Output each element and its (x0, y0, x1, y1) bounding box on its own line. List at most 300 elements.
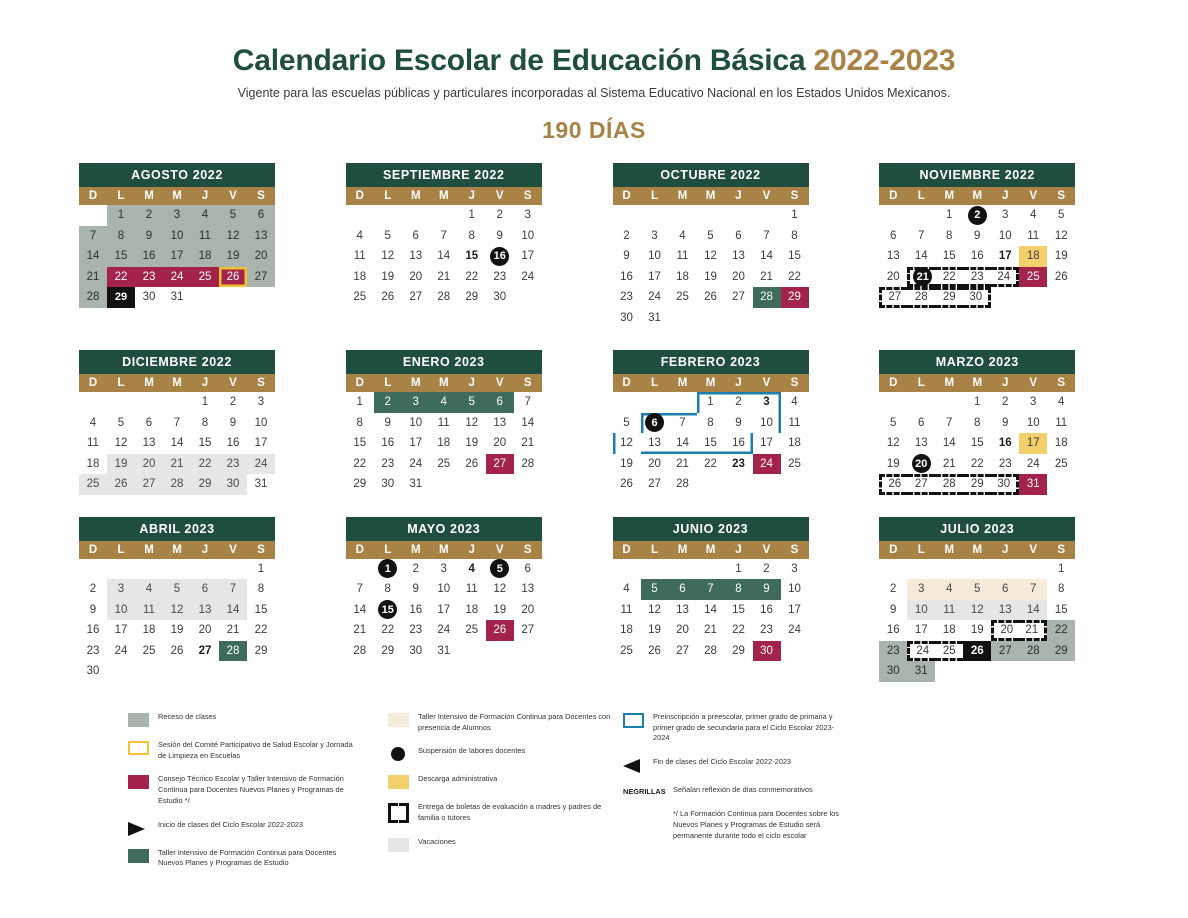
day-cell[interactable]: 2 (623, 229, 630, 242)
day-cell[interactable]: 17 (648, 270, 661, 283)
day-cell[interactable]: 3 (907, 579, 935, 600)
day-cell[interactable]: 27 (486, 454, 514, 475)
day-cell[interactable]: 4 (791, 396, 798, 409)
day-cell[interactable]: 4 (135, 579, 163, 600)
day-cell[interactable]: 1 (974, 396, 981, 409)
day-cell[interactable]: 16 (620, 270, 633, 283)
day-cell[interactable]: 10 (788, 583, 801, 596)
day-cell[interactable]: 12 (613, 433, 641, 454)
day-cell[interactable]: 10 (648, 250, 661, 263)
day-cell[interactable]: 12 (381, 250, 395, 263)
day-cell[interactable]: 29 (935, 287, 963, 308)
day-cell[interactable]: 7 (524, 396, 531, 409)
day-cell[interactable]: 16 (998, 437, 1012, 450)
day-cell[interactable]: 12 (886, 437, 900, 450)
day-cell[interactable]: 27 (198, 644, 212, 657)
day-cell[interactable]: 6 (247, 205, 275, 226)
day-cell[interactable]: 13 (493, 416, 507, 429)
day-cell[interactable]: 23 (219, 454, 247, 475)
day-cell[interactable]: 18 (142, 624, 156, 637)
day-cell[interactable]: 23 (963, 267, 991, 288)
day-cell[interactable]: 1 (791, 209, 798, 222)
day-cell[interactable]: 2 (374, 392, 402, 413)
day-cell[interactable]: 9 (384, 416, 391, 429)
day-cell[interactable]: 22 (254, 624, 268, 637)
day-cell[interactable] (963, 205, 991, 226)
day-cell[interactable]: 18 (942, 624, 956, 637)
day-cell[interactable] (107, 287, 135, 308)
day-cell[interactable]: 10 (409, 416, 423, 429)
day-cell[interactable]: 21 (163, 454, 191, 475)
day-cell[interactable]: 13 (191, 600, 219, 621)
day-cell[interactable]: 13 (886, 250, 900, 263)
day-cell[interactable]: 26 (1054, 270, 1068, 283)
day-cell[interactable]: 18 (465, 603, 479, 616)
day-cell[interactable]: 30 (409, 644, 423, 657)
day-cell[interactable]: 18 (191, 246, 219, 267)
day-cell[interactable]: 5 (163, 579, 191, 600)
day-cell[interactable]: 23 (620, 291, 633, 304)
day-cell[interactable]: 1 (697, 392, 725, 413)
day-cell[interactable]: 20 (521, 603, 535, 616)
day-cell[interactable]: 2 (412, 562, 419, 575)
day-cell[interactable]: 15 (465, 250, 479, 263)
day-cell[interactable]: 15 (1054, 603, 1068, 616)
day-cell[interactable]: 15 (942, 250, 956, 263)
day-cell[interactable]: 4 (89, 416, 97, 429)
day-cell[interactable]: 22 (704, 457, 717, 470)
day-cell[interactable]: 14 (760, 250, 773, 263)
day-cell[interactable]: 4 (468, 562, 475, 575)
day-cell[interactable]: 11 (788, 416, 801, 429)
day-cell[interactable]: 2 (89, 583, 97, 596)
day-cell[interactable]: 14 (942, 437, 956, 450)
day-cell[interactable]: 4 (679, 229, 686, 242)
day-cell[interactable]: 3 (651, 229, 658, 242)
day-cell[interactable]: 23 (381, 457, 395, 470)
day-cell[interactable]: 14 (914, 250, 928, 263)
day-cell[interactable]: 24 (991, 267, 1019, 288)
day-cell[interactable]: 27 (732, 291, 745, 304)
day-cell[interactable]: 2 (496, 209, 503, 222)
day-cell[interactable]: 11 (1027, 229, 1040, 242)
day-cell[interactable]: 14 (79, 246, 107, 267)
day-cell[interactable]: 20 (648, 457, 661, 470)
day-cell[interactable]: 31 (1019, 474, 1047, 495)
day-cell[interactable]: 2 (135, 205, 163, 226)
day-cell[interactable]: 20 (732, 270, 745, 283)
day-cell[interactable]: 8 (1058, 583, 1065, 596)
day-cell[interactable]: 18 (1019, 246, 1047, 267)
day-cell[interactable]: 12 (648, 603, 661, 616)
day-cell[interactable]: 21 (942, 457, 956, 470)
day-cell[interactable]: 26 (381, 291, 395, 304)
day-cell[interactable]: 2 (890, 583, 897, 596)
day-cell[interactable]: 29 (1047, 641, 1075, 662)
day-cell[interactable]: 11 (353, 250, 366, 263)
day-cell[interactable]: 6 (991, 579, 1019, 600)
day-cell[interactable]: 19 (465, 437, 479, 450)
day-cell[interactable]: 4 (356, 229, 363, 242)
day-cell[interactable]: 7 (763, 229, 770, 242)
day-cell[interactable]: 6 (890, 229, 897, 242)
day-cell[interactable]: 17 (788, 603, 801, 616)
day-cell[interactable]: 25 (1019, 267, 1047, 288)
day-cell[interactable]: 8 (107, 226, 135, 247)
day-cell[interactable]: 13 (991, 600, 1019, 621)
day-cell[interactable]: 20 (493, 437, 507, 450)
day-cell[interactable]: 28 (437, 291, 451, 304)
day-cell[interactable]: 1 (735, 562, 742, 575)
day-cell[interactable]: 3 (524, 209, 531, 222)
day-cell[interactable]: 6 (735, 229, 742, 242)
day-cell[interactable]: 27 (409, 291, 423, 304)
day-cell[interactable]: 24 (753, 454, 781, 475)
day-cell[interactable] (907, 454, 935, 475)
day-cell[interactable]: 9 (974, 229, 981, 242)
day-cell[interactable]: 23 (135, 267, 163, 288)
day-cell[interactable]: 11 (620, 603, 633, 616)
day-cell[interactable]: 23 (879, 641, 907, 662)
day-cell[interactable]: 17 (521, 250, 535, 263)
day-cell[interactable]: 22 (191, 454, 219, 475)
day-cell[interactable]: 25 (353, 291, 367, 304)
day-cell[interactable]: 30 (381, 478, 395, 491)
day-cell[interactable]: 6 (486, 392, 514, 413)
day-cell[interactable]: 5 (1058, 209, 1065, 222)
day-cell[interactable]: 8 (384, 583, 391, 596)
day-cell[interactable]: 19 (381, 270, 395, 283)
day-cell[interactable]: 24 (648, 291, 661, 304)
day-cell[interactable]: 16 (970, 250, 984, 263)
day-cell[interactable]: 11 (676, 250, 689, 263)
day-cell[interactable]: 23 (493, 270, 507, 283)
day-cell[interactable]: 8 (791, 229, 798, 242)
day-cell[interactable]: 24 (788, 624, 801, 637)
day-cell[interactable]: 2 (1002, 396, 1009, 409)
day-cell[interactable]: 19 (493, 603, 507, 616)
day-cell[interactable]: 27 (676, 644, 689, 657)
day-cell[interactable]: 5 (458, 392, 486, 413)
day-cell[interactable]: 5 (117, 416, 125, 429)
day-cell[interactable]: 26 (620, 478, 633, 491)
day-cell[interactable]: 17 (914, 624, 928, 637)
day-cell[interactable]: 7 (1019, 579, 1047, 600)
day-cell[interactable]: 21 (1019, 620, 1047, 641)
day-cell[interactable]: 29 (465, 291, 479, 304)
day-cell[interactable]: 31 (254, 478, 268, 491)
day-cell[interactable]: 28 (704, 644, 717, 657)
day-cell[interactable]: 22 (970, 457, 984, 470)
day-cell[interactable]: 15 (107, 246, 135, 267)
day-cell[interactable]: 29 (254, 644, 268, 657)
day-cell[interactable]: 20 (198, 624, 212, 637)
day-cell[interactable] (486, 246, 514, 267)
day-cell[interactable]: 17 (998, 250, 1012, 263)
day-cell[interactable]: 19 (620, 457, 633, 470)
day-cell[interactable]: 23 (86, 644, 100, 657)
day-cell[interactable]: 3 (163, 205, 191, 226)
day-cell[interactable]: 11 (1055, 416, 1068, 429)
day-cell[interactable]: 9 (412, 583, 419, 596)
day-cell[interactable]: 5 (219, 205, 247, 226)
day-cell[interactable]: 13 (732, 250, 745, 263)
day-cell[interactable] (374, 600, 402, 621)
day-cell[interactable]: 30 (142, 291, 156, 304)
day-cell[interactable]: 21 (521, 437, 535, 450)
day-cell[interactable]: 30 (963, 287, 991, 308)
day-cell[interactable]: 31 (907, 661, 935, 682)
day-cell[interactable]: 13 (641, 433, 669, 454)
day-cell[interactable]: 28 (79, 287, 107, 308)
day-cell[interactable]: 17 (163, 246, 191, 267)
day-cell[interactable]: 20 (886, 270, 900, 283)
day-cell[interactable]: 1 (201, 396, 209, 409)
day-cell[interactable]: 5 (963, 579, 991, 600)
day-cell[interactable]: 24 (247, 454, 275, 475)
day-cell[interactable]: 12 (163, 600, 191, 621)
day-cell[interactable] (907, 267, 935, 288)
day-cell[interactable]: 28 (163, 474, 191, 495)
day-cell[interactable]: 9 (753, 579, 781, 600)
day-cell[interactable]: 3 (753, 392, 781, 413)
day-cell[interactable]: 24 (163, 267, 191, 288)
day-cell[interactable]: 14 (1019, 600, 1047, 621)
day-cell[interactable]: 26 (879, 474, 907, 495)
day-cell[interactable]: 27 (135, 474, 163, 495)
day-cell[interactable]: 25 (788, 457, 801, 470)
day-cell[interactable]: 28 (935, 474, 963, 495)
day-cell[interactable]: 17 (1019, 433, 1047, 454)
day-cell[interactable]: 14 (669, 433, 697, 454)
day-cell[interactable]: 18 (86, 457, 100, 470)
day-cell[interactable]: 3 (402, 392, 430, 413)
day-cell[interactable]: 27 (648, 478, 661, 491)
day-cell[interactable]: 2 (763, 562, 770, 575)
day-cell[interactable]: 12 (219, 226, 247, 247)
day-cell[interactable]: 26 (107, 474, 135, 495)
day-cell[interactable]: 19 (107, 454, 135, 475)
day-cell[interactable]: 23 (732, 457, 745, 470)
day-cell[interactable]: 1 (1058, 562, 1065, 575)
day-cell[interactable]: 22 (788, 270, 801, 283)
day-cell[interactable]: 8 (974, 416, 981, 429)
day-cell[interactable]: 29 (191, 474, 219, 495)
day-cell[interactable]: 7 (697, 579, 725, 600)
day-cell[interactable]: 22 (107, 267, 135, 288)
day-cell[interactable]: 9 (229, 416, 237, 429)
day-cell[interactable]: 20 (247, 246, 275, 267)
day-cell[interactable]: 18 (353, 270, 367, 283)
day-cell[interactable]: 22 (353, 457, 367, 470)
day-cell[interactable]: 28 (907, 287, 935, 308)
day-cell[interactable]: 15 (697, 433, 725, 454)
day-cell[interactable]: 7 (356, 583, 363, 596)
day-cell[interactable]: 16 (135, 246, 163, 267)
day-cell[interactable]: 15 (353, 437, 367, 450)
day-cell[interactable]: 11 (87, 437, 99, 450)
day-cell[interactable]: 27 (521, 624, 535, 637)
day-cell[interactable]: 6 (145, 416, 153, 429)
day-cell[interactable]: 26 (465, 457, 479, 470)
day-cell[interactable]: 11 (191, 226, 219, 247)
day-cell[interactable]: 21 (353, 624, 367, 637)
day-cell[interactable]: 6 (412, 229, 419, 242)
day-cell[interactable]: 11 (935, 600, 963, 621)
day-cell[interactable]: 10 (521, 229, 535, 242)
day-cell[interactable]: 4 (623, 583, 630, 596)
day-cell[interactable]: 29 (381, 644, 395, 657)
day-cell[interactable]: 2 (229, 396, 237, 409)
day-cell[interactable]: 1 (257, 562, 265, 575)
day-cell[interactable]: 19 (704, 270, 717, 283)
day-cell[interactable]: 25 (1054, 457, 1068, 470)
day-cell[interactable]: 19 (219, 246, 247, 267)
day-cell[interactable]: 30 (219, 474, 247, 495)
day-cell[interactable]: 20 (409, 270, 423, 283)
day-cell[interactable]: 3 (257, 396, 265, 409)
day-cell[interactable]: 18 (1054, 437, 1068, 450)
day-cell[interactable]: 15 (254, 603, 268, 616)
day-cell[interactable]: 14 (219, 600, 247, 621)
day-cell[interactable]: 26 (170, 644, 184, 657)
day-cell[interactable]: 10 (1026, 416, 1040, 429)
day-cell[interactable]: 8 (725, 579, 753, 600)
day-cell[interactable]: 25 (465, 624, 479, 637)
day-cell[interactable]: 12 (114, 437, 128, 450)
day-cell[interactable]: 24 (114, 644, 128, 657)
day-cell[interactable]: 14 (353, 603, 367, 616)
day-cell[interactable]: 22 (381, 624, 395, 637)
day-cell[interactable]: 10 (437, 583, 451, 596)
day-cell[interactable]: 10 (107, 600, 135, 621)
day-cell[interactable]: 9 (623, 250, 630, 263)
day-cell[interactable]: 8 (707, 416, 714, 429)
day-cell[interactable]: 17 (254, 437, 268, 450)
day-cell[interactable]: 15 (732, 603, 745, 616)
day-cell[interactable]: 27 (991, 641, 1019, 662)
day-cell[interactable]: 26 (704, 291, 717, 304)
day-cell[interactable]: 7 (669, 413, 697, 434)
day-cell[interactable]: 24 (907, 641, 935, 662)
day-cell[interactable]: 8 (201, 416, 209, 429)
day-cell[interactable]: 13 (676, 603, 689, 616)
day-cell[interactable]: 2 (725, 392, 753, 413)
day-cell[interactable]: 19 (1054, 250, 1068, 263)
day-cell[interactable]: 28 (521, 457, 535, 470)
day-cell[interactable]: 10 (163, 226, 191, 247)
day-cell[interactable]: 16 (725, 433, 753, 454)
day-cell[interactable]: 10 (907, 600, 935, 621)
day-cell[interactable]: 12 (704, 250, 717, 263)
day-cell[interactable]: 19 (970, 624, 984, 637)
day-cell[interactable]: 28 (353, 644, 367, 657)
day-cell[interactable]: 25 (437, 457, 451, 470)
day-cell[interactable]: 22 (935, 267, 963, 288)
day-cell[interactable]: 19 (170, 624, 184, 637)
day-cell[interactable]: 12 (465, 416, 479, 429)
day-cell[interactable]: 21 (760, 270, 773, 283)
day-cell[interactable]: 16 (226, 437, 240, 450)
day-cell[interactable]: 14 (704, 603, 717, 616)
day-cell[interactable]: 13 (142, 437, 156, 450)
day-cell[interactable]: 31 (648, 311, 661, 324)
day-cell[interactable]: 14 (170, 437, 184, 450)
day-cell[interactable]: 13 (521, 583, 535, 596)
day-cell[interactable]: 31 (437, 644, 451, 657)
day-cell[interactable]: 9 (135, 226, 163, 247)
day-cell[interactable]: 24 (437, 624, 451, 637)
day-cell[interactable]: 14 (521, 416, 535, 429)
day-cell[interactable]: 25 (620, 644, 633, 657)
day-cell[interactable]: 25 (79, 474, 107, 495)
day-cell[interactable]: 1 (468, 209, 475, 222)
day-cell[interactable]: 29 (353, 478, 367, 491)
day-cell[interactable]: 30 (493, 291, 507, 304)
day-cell[interactable]: 25 (191, 267, 219, 288)
day-cell[interactable]: 21 (704, 624, 717, 637)
day-cell[interactable]: 28 (1019, 641, 1047, 662)
day-cell[interactable]: 30 (86, 665, 100, 678)
day-cell[interactable]: 28 (676, 478, 689, 491)
day-cell[interactable]: 30 (753, 641, 781, 662)
day-cell[interactable]: 15 (788, 250, 801, 263)
day-cell[interactable]: 6 (191, 579, 219, 600)
day-cell[interactable]: 20 (676, 624, 689, 637)
day-cell[interactable]: 17 (760, 437, 773, 450)
day-cell[interactable]: 4 (1058, 396, 1065, 409)
day-cell[interactable]: 6 (524, 562, 531, 575)
day-cell[interactable]: 7 (79, 226, 107, 247)
day-cell[interactable]: 16 (886, 624, 900, 637)
day-cell[interactable]: 16 (760, 603, 773, 616)
day-cell[interactable]: 10 (998, 229, 1012, 242)
day-cell[interactable]: 27 (247, 267, 275, 288)
day-cell[interactable]: 6 (918, 416, 925, 429)
day-cell[interactable]: 4 (191, 205, 219, 226)
day-cell[interactable]: 24 (409, 457, 423, 470)
day-cell[interactable] (641, 413, 669, 434)
day-cell[interactable]: 26 (486, 620, 514, 641)
day-cell[interactable]: 23 (760, 624, 773, 637)
day-cell[interactable]: 12 (1054, 229, 1068, 242)
day-cell[interactable]: 12 (493, 583, 507, 596)
day-cell[interactable]: 6 (669, 579, 697, 600)
day-cell[interactable]: 5 (890, 416, 897, 429)
day-cell[interactable]: 5 (623, 416, 630, 429)
day-cell[interactable]: 18 (788, 437, 801, 450)
day-cell[interactable]: 15 (970, 437, 984, 450)
day-cell[interactable]: 28 (219, 641, 247, 662)
day-cell[interactable]: 23 (998, 457, 1012, 470)
day-cell[interactable]: 8 (468, 229, 475, 242)
day-cell[interactable]: 24 (1026, 457, 1040, 470)
day-cell[interactable]: 4 (935, 579, 963, 600)
day-cell[interactable]: 9 (1002, 416, 1009, 429)
day-cell[interactable]: 7 (918, 229, 925, 242)
day-cell[interactable]: 16 (409, 603, 423, 616)
day-cell[interactable]: 26 (219, 267, 247, 288)
day-cell[interactable]: 25 (935, 641, 963, 662)
day-cell[interactable]: 22 (732, 624, 745, 637)
day-cell[interactable]: 10 (254, 416, 268, 429)
day-cell[interactable]: 7 (440, 229, 447, 242)
day-cell[interactable]: 9 (890, 603, 897, 616)
day-cell[interactable]: 12 (963, 600, 991, 621)
day-cell[interactable]: 18 (620, 624, 633, 637)
day-cell[interactable]: 22 (1047, 620, 1075, 641)
day-cell[interactable]: 11 (135, 600, 163, 621)
